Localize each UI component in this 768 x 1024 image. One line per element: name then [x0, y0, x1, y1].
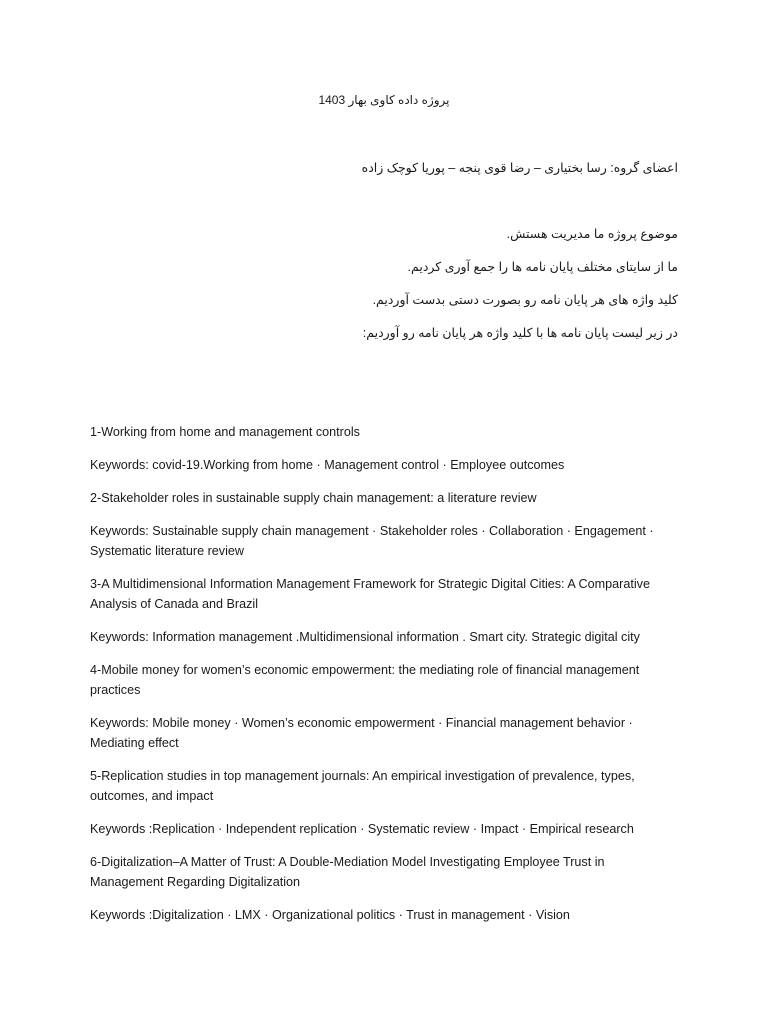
intro-line-topic: موضوع پروژه ما مدیریت هستش.: [506, 227, 678, 241]
intro-line-list: در زیر لیست پایان نامه ها با کلید واژه هر پایان نامه رو آوردیم:: [362, 326, 678, 340]
intro-line-keywords: کلید واژه های هر پایان نامه رو بصورت دستی بدست آوردیم.: [372, 293, 678, 307]
entry-5-title: 5-Replication studies in top management journals: An empirical investigation of prevalence, types, outcomes, and impact: [90, 769, 635, 803]
entry-4-title: 4-Mobile money for women’s economic empowerment: the mediating role of financial management practices: [90, 663, 640, 697]
entry-2-title: 2-Stakeholder roles in sustainable supply chain management: a literature review: [90, 491, 537, 505]
thesis-list: [90, 422, 680, 938]
entry-3-title: 3-A Multidimensional Information Management Framework for Strategic Digital Cities: A Comparative Analysis of Canada and Brazil: [90, 577, 650, 611]
intro-line-collection: ما از سایتای مختلف پایان نامه ها را جمع آوری کردیم.: [407, 260, 678, 274]
entry-6-title: 6-Digitalization–A Matter of Trust: A Double-Mediation Model Investigating Employee Trust in Management Regarding Digitalization: [90, 855, 605, 889]
entry-5-keywords: Keywords :Replication · Independent replication · Systematic review · Impact · Empirical research: [90, 822, 634, 836]
entry-1-title: 1-Working from home and management controls: [90, 425, 360, 439]
entry-4-keywords: Keywords: Mobile money · Women’s economic empowerment · Financial management behavior · Mediating effect: [90, 716, 633, 750]
group-members: اعضای گروه: رسا بختیاری – رضا قوی پنجه – پوریا کوچک زاده: [361, 161, 678, 175]
entry-6-keywords: Keywords :Digitalization · LMX · Organizational politics · Trust in management · Vision: [90, 908, 570, 922]
document-title: پروژه داده کاوی بهار 1403: [318, 93, 450, 107]
entry-2-keywords: Keywords: Sustainable supply chain management · Stakeholder roles · Collaboration · Engagement · Systematic literature review: [90, 524, 654, 558]
entry-3-keywords: Keywords: Information management .Multidimensional information . Smart city. Strategic digital city: [90, 630, 640, 644]
entry-1-keywords: Keywords: covid-19.Working from home · Management control · Employee outcomes: [90, 458, 565, 472]
